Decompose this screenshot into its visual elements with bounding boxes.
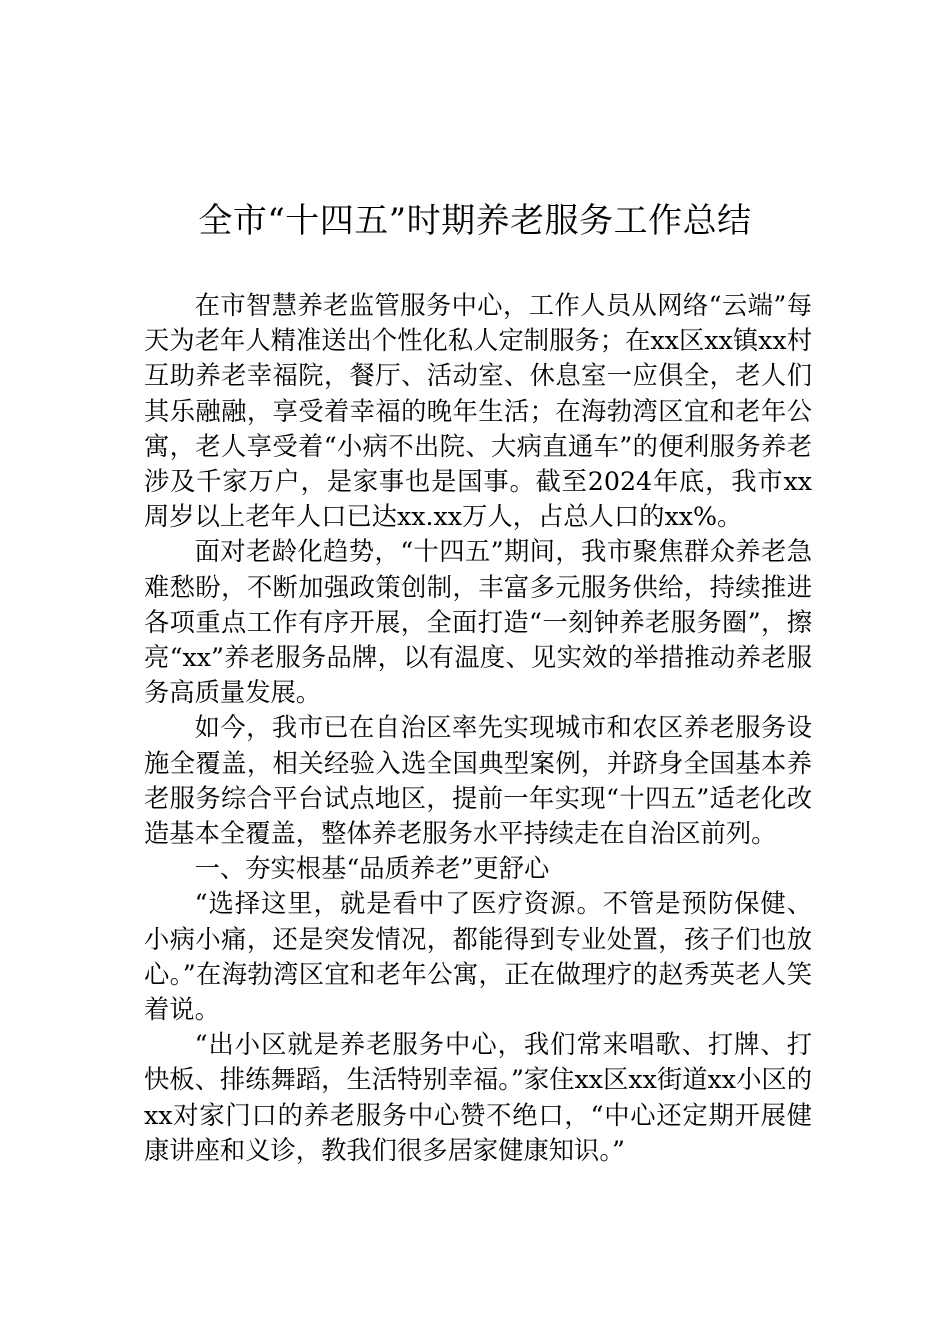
paragraph: 面对老龄化趋势，“十四五”期间，我市聚焦群众养老急难愁盼，不断加强政策创制，丰富多元服务供给，持续推进各项重点工作有序开展，全面打造“一刻钟养老服务圈”，擦亮“xx”养老服务品牌，以有温度、见实效的举措推动养老服务高质量发展。 xyxy=(144,537,812,708)
document-body xyxy=(144,288,812,1168)
document-title: 全市“十四五”时期养老服务工作总结 xyxy=(198,201,752,241)
paragraph: “出小区就是养老服务中心，我们常来唱歌、打牌、打快板、排练舞蹈，生活特别幸福。”家住xx区xx街道xx小区的xx对家门口的养老服务中心赞不绝口，“中心还定期开展健康讲座和义诊，教我们很多居家健康知识。” xyxy=(144,1030,812,1165)
paragraph: 在市智慧养老监管服务中心，工作人员从网络“云端”每天为老年人精准送出个性化私人定制服务；在xx区xx镇xx村互助养老幸福院，餐厅、活动室、休息室一应俱全，老人们其乐融融，享受着幸福的晚年生活；在海勃湾区宜和老年公寓，老人享受着“小病不出院、大病直通车”的便利服务养老涉及千家万户，是家事也是国事。截至2024年底，我市xx周岁以上老年人口已达xx.xx万人，占总人口的xx%。 xyxy=(144,291,812,532)
paragraph: “选择这里，就是看中了医疗资源。不管是预防保健、小病小痛，还是突发情况，都能得到专业处置，孩子们也放心。”在海勃湾区宜和老年公寓，正在做理疗的赵秀英老人笑着说。 xyxy=(144,889,812,1025)
section-heading: 一、夯实根基“品质养老”更舒心 xyxy=(194,854,550,884)
paragraph: 如今，我市已在自治区率先实现城市和农区养老服务设施全覆盖，相关经验入选全国典型案例，并跻身全国基本养老服务综合平台试点地区，提前一年实现“十四五”适老化改造基本全覆盖，整体养老服务水平持续走在自治区前列。 xyxy=(144,713,812,849)
